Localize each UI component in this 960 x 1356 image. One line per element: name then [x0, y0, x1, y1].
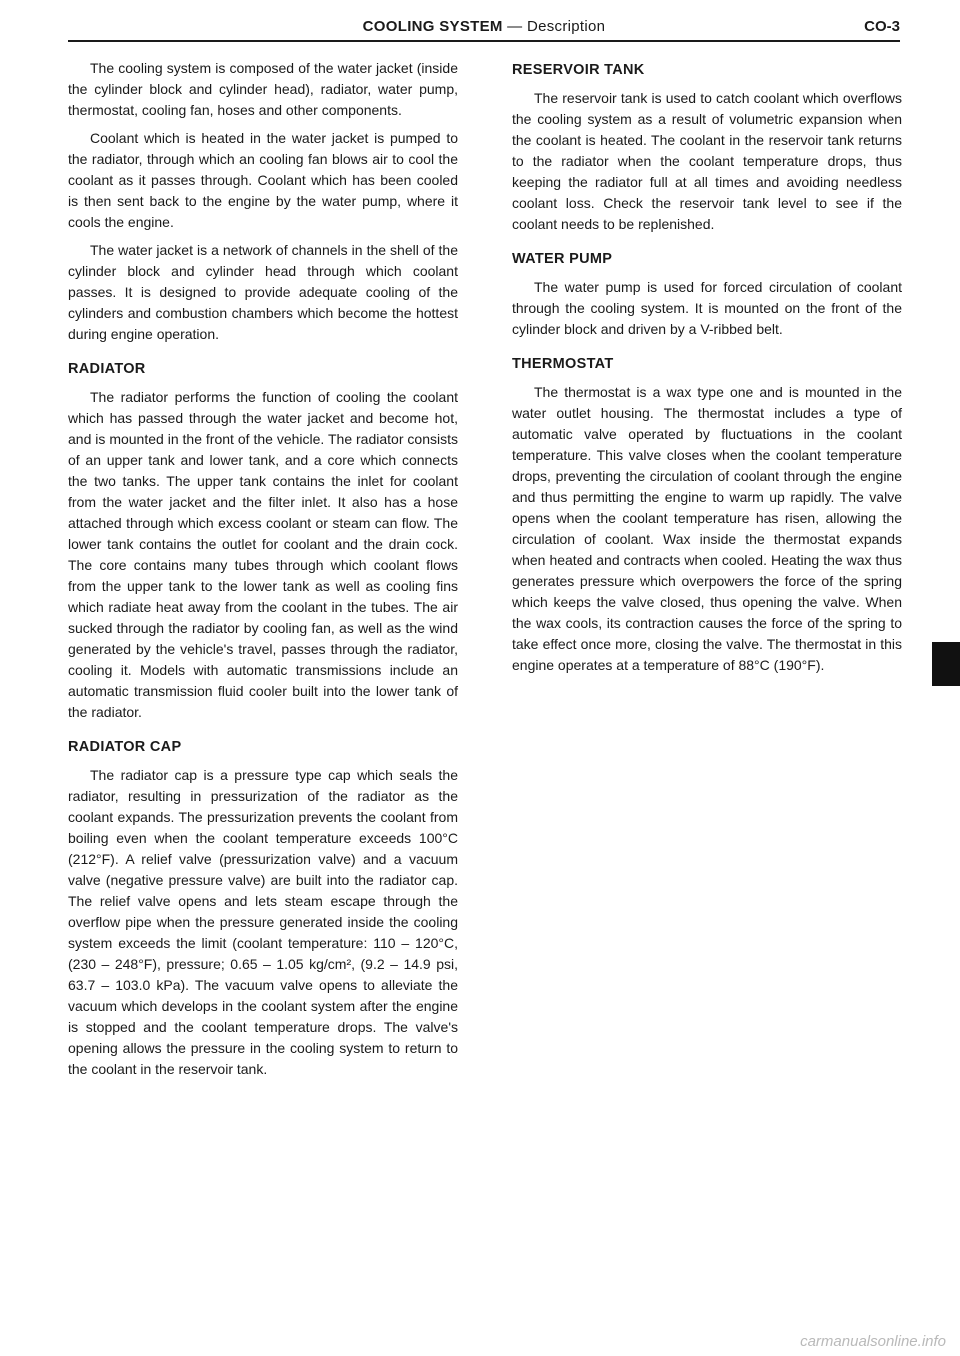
water-pump-heading: WATER PUMP [512, 251, 613, 267]
header-title [68, 18, 900, 35]
intro-paragraph-3: The water jacket is a network of channels in the shell of the cylinder block and cylinder head through which coolant passes. It is designed to provide adequate cooling of the cylinders and combustion chambers which become the hottest during engine operation. [68, 242, 458, 342]
reservoir-tank-paragraph: The reservoir tank is used to catch coolant which overflows the cooling system as a result of volumetric expansion when the coolant is heated. The coolant in the reservoir tank returns to the radiator when the coolant temperature drops, thus keeping the radiator full at all times and avoiding needless coolant loss. Check the reservoir tank level to see if the coolant needs to be replenished. [512, 90, 902, 232]
radiator-paragraph: The radiator performs the function of cooling the coolant which has passed through the water jacket and become hot, and is mounted in the front of the vehicle. The radiator consists of an upper tank and lower tank, and a core which connects the two tanks. The upper tank contains the inlet for coolant from the water jacket and the filter inlet. It also has a hose attached through which excess coolant or steam can flow. The lower tank contains the outlet for coolant and the drain cock. The core contains many tubes through which coolant flows from the upper tank to the lower tank as well as cooling fins which radiate heat away from the coolant in the tubes. The air sucked through the radiator by cooling fan, as well as the wind generated by the vehicle's travel, passes through the radiator, cooling it. Models with automatic transmissions include an automatic transmission fluid cooler built into the lower tank of the radiator. [68, 389, 458, 720]
right-column [512, 58, 902, 683]
page-number: CO-3 [864, 18, 900, 35]
thermostat-heading: THERMOSTAT [512, 356, 614, 372]
intro-paragraph-1: The cooling system is composed of the water jacket (inside the cylinder block and cylinder head), radiator, water pump, thermostat, cooling fan, hoses and other components. [68, 60, 458, 118]
radiator-heading: RADIATOR [68, 361, 146, 377]
left-column [68, 58, 458, 1087]
section-tab-marker [932, 642, 960, 686]
page-header [68, 18, 900, 42]
water-pump-paragraph: The water pump is used for forced circulation of coolant through the cooling system. It is mounted on the front of the cylinder block and driven by a V-ribbed belt. [512, 279, 902, 337]
radiator-cap-heading: RADIATOR CAP [68, 739, 182, 755]
thermostat-paragraph: The thermostat is a wax type one and is mounted in the water outlet housing. The thermostat includes a type of automatic valve operated by fluctuations in the coolant temperature. This valve closes when the coolant temperature drops, preventing the circulation of coolant through the engine and thus permitting the engine to warm up rapidly. The valve opens when the coolant temperature has risen, allowing the circulation of coolant. Wax inside the thermostat expands when heated and contracts when cooled. Heating the wax thus generates pressure which overpowers the force of the spring which keeps the valve closed, thus opening the valve. When the wax cools, its contraction causes the force of the spring to take effect once more, closing the valve. The thermostat in this engine operates at a temperature of 88°C (190°F). [512, 384, 902, 673]
header-section: COOLING SYSTEM [362, 18, 503, 35]
reservoir-tank-heading: RESERVOIR TANK [512, 62, 645, 78]
watermark: carmanualsonline.info [800, 1333, 946, 1350]
header-dash: — [502, 18, 527, 35]
intro-paragraph-2: Coolant which is heated in the water jacket is pumped to the radiator, through which an cooling fan blows air to cool the coolant as it passes through. Coolant which has been cooled is then sent back to the engine by the water pump, where it cools the engine. [68, 130, 458, 230]
radiator-cap-paragraph: The radiator cap is a pressure type cap which seals the radiator, resulting in pressurization of the radiator as the coolant expands. The pressurization prevents the coolant from boiling even when the coolant temperature exceeds 100°C (212°F). A relief valve (pressurization valve) and a vacuum valve (negative pressure valve) are built into the radiator cap. The relief valve opens and lets steam escape through the overflow pipe when the pressure generated inside the cooling system exceeds the limit (coolant temperature: 110 – 120°C, (230 – 248°F), pressure; 0.65 – 1.05 kg/cm², (9.2 – 14.9 psi, 63.7 – 103.0 kPa). The vacuum valve opens to alleviate the vacuum which develops in the coolant system after the engine is stopped and the coolant temperature drops. The valve's opening allows the pressure in the cooling system to return to the coolant in the reservoir tank. [68, 767, 458, 1077]
header-subsection: Description [526, 18, 606, 35]
